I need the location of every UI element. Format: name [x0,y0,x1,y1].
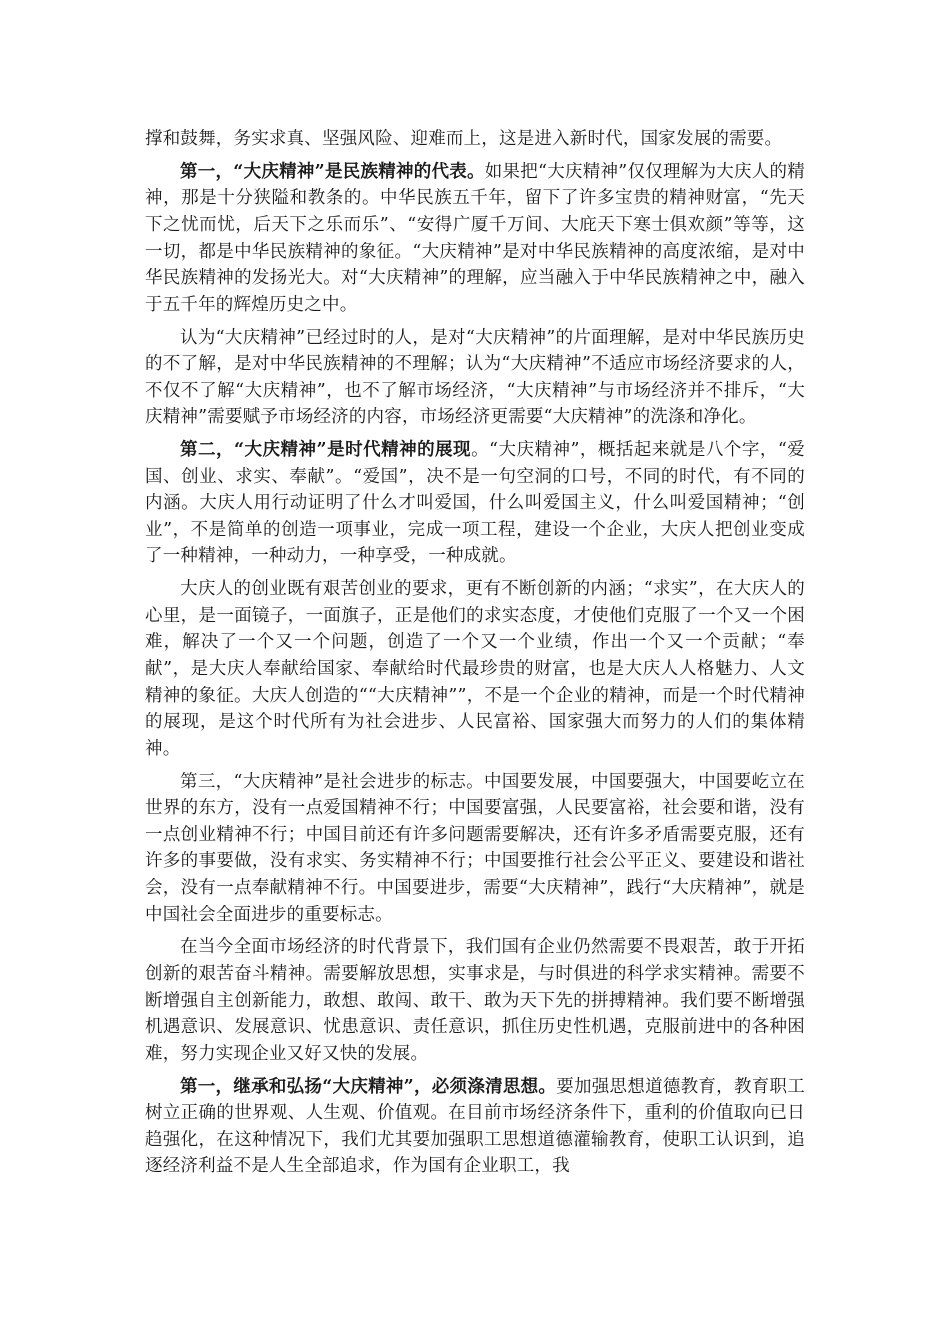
paragraph-text: 。“大庆精神”，概括起来就是八个字，“爱国、创业、求实、奉献”。“爱国”，决不是一句空洞的口号，不同的时代，有不同的内涵。大庆人用行动证明了什么才叫爱国，什么叫爱国主义，什么叫爱国精神；“创业”，不是简单的创造一项事业，完成一项工程，建设一个企业，大庆人把创业变成了一种精神，一种动力，一种享受，一种成就。 [145,440,806,567]
paragraph-lead: 第二，“大庆精神”是时代精神的展现 [180,440,472,461]
paragraph-text: 在当今全面市场经济的时代背景下，我们国有企业仍然需要不畏艰苦，敢于开拓创新的艰苦奋斗精神。需要解放思想，实事求是，与时俱进的科学求实精神。需要不断增强自主创新能力，敢想、敢闯、敢干、敢为天下先的拼搏精神。我们要不断增强机遇意识、发展意识、忧患意识、责任意识，抓住历史性机遇，克服前进中的各种困难，努力实现企业又好又快的发展。 [145,937,805,1064]
paragraph-text: 要加强思想道德教育，教育职工树立正确的世界观、人生观、价值观。在目前市场经济条件下，重利的价值取向已日趋强化，在这种情况下，我们尤其要加强职工思想道德灌输教育，使职工认识到，追逐经济利益不是人生全部追求，作为国有企业职工，我 [145,1076,805,1177]
paragraph-lead: 第一，“大庆精神”是民族精神的代表。 [180,161,485,182]
paragraph [145,1074,805,1180]
paragraph-text: 认为“大庆精神”已经过时的人，是对“大庆精神”的片面理解，是对中华民族历史的不了解，是对中华民族精神的不理解；认为“大庆精神”不适应市场经济要求的人，不仅不了解“大庆精神”，也不了解市场经济，“大庆精神”与市场经济并不排斥，“大庆精神”需要赋予市场经济的内容，市场经济更需要“大庆精神”的洗涤和净化。 [145,327,805,428]
paragraph [145,325,805,431]
paragraph-text: 大庆人的创业既有艰苦创业的要求，更有不断创新的内涵；“求实”，在大庆人的心里，是一面镜子，一面旗子，正是他们的求实态度，才使他们克服了一个又一个困难，解决了一个又一个问题，创造了一个又一个业绩，作出一个又一个贡献；“奉献”，是大庆人奉献给国家、奉献给时代最珍贵的财富，也是大庆人人格魅力、人文精神的象征。大庆人创造的““大庆精神””，不是一个企业的精神，而是一个时代精神的展现，是这个时代所有为社会进步、人民富裕、国家强大而努力的人们的集体精神。 [145,579,805,759]
paragraph-lead: 第一，继承和弘扬“大庆精神”，必须涤清思想。 [180,1076,557,1097]
paragraph [145,576,805,762]
document-body [145,126,805,1186]
paragraph [145,437,805,570]
paragraph [145,126,805,153]
paragraph [145,934,805,1067]
paragraph [145,769,805,929]
paragraph-text: 撑和鼓舞，务实求真、坚强风险、迎难而上，这是进入新时代，国家发展的需要。 [145,129,783,149]
paragraph [145,159,805,319]
paragraph-text: 如果把“大庆精神”仅仅理解为大庆人的精神，那是十分狭隘和教条的。中华民族五千年，留下了许多宝贵的精神财富，“先天下之忧而忧，后天下之乐而乐”、“安得广厦千万间、大庇天下寒士俱欢颜”等等，这一切，都是中华民族精神的象征。“大庆精神”是对中华民族精神的高度浓缩，是对中华民族精神的发扬光大。对“大庆精神”的理解，应当融入于中华民族精神之中，融入于五千年的辉煌历史之中。 [145,161,805,315]
paragraph-text: 第三，“大庆精神”是社会进步的标志。中国要发展，中国要强大，中国要屹立在世界的东方，没有一点爱国精神不行；中国要富强，人民要富裕，社会要和谐，没有一点创业精神不行；中国目前还有许多问题需要解决，还有许多矛盾需要克服，还有许多的事要做，没有求实、务实精神不行；中国要推行社会公平正义、要建设和谐社会，没有一点奉献精神不行。中国要进步，需要“大庆精神”，践行“大庆精神”，就是中国社会全面进步的重要标志。 [145,771,805,925]
